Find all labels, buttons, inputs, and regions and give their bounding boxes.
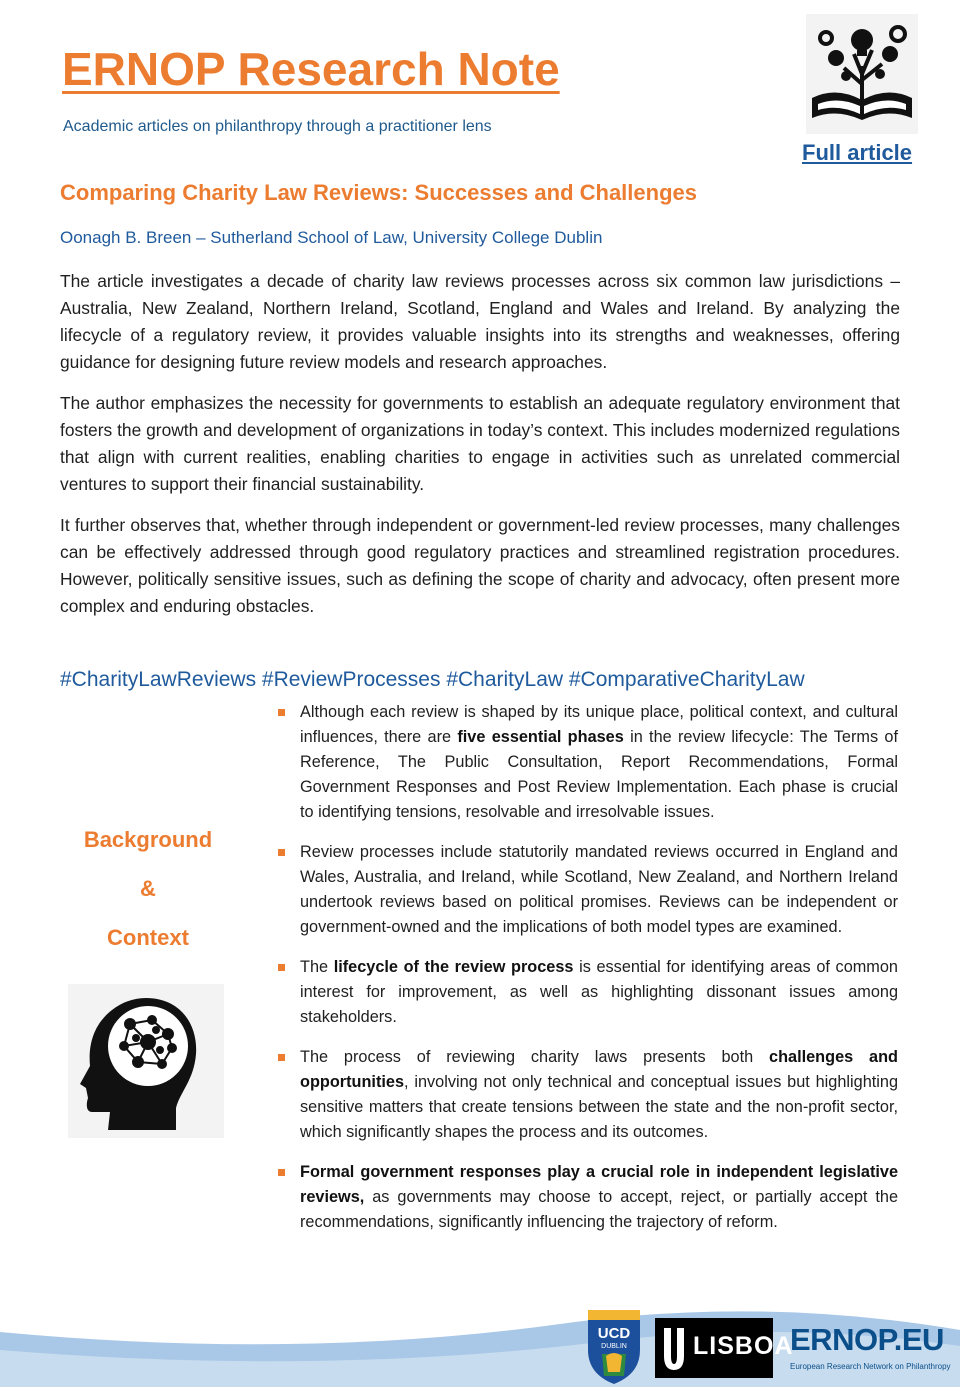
list-item: The process of reviewing charity laws presents both challenges and opportunities, involving not only technical and conceptual issues but highlighting sensitive matters that create tensions between the state and the non-profit sector, which significantly shapes the process and its outcomes. xyxy=(278,1045,898,1145)
ernop-logo xyxy=(786,1322,954,1380)
lisboa-logo xyxy=(655,1318,794,1378)
section-heading-line: & xyxy=(140,876,156,901)
bullet-square-icon xyxy=(278,849,285,856)
article-summary xyxy=(60,268,900,634)
bullet-square-icon xyxy=(278,709,285,716)
summary-paragraph: It further observes that, whether through independent or government-led review processes, many challenges can be effectively addressed through good regulatory practices and streamlined registration procedures. However, politically sensitive issues, such as defining the scope of charity and advocacy, often present more complex and enduring obstacles. xyxy=(60,515,900,616)
section-heading-line: Context xyxy=(107,925,189,950)
ucd-logo xyxy=(584,1306,644,1386)
article-title: Comparing Charity Law Reviews: Successes and Challenges xyxy=(60,180,697,205)
summary-paragraph: The article investigates a decade of charity law reviews processes across six common law jurisdictions – Australia, New Zealand, Northern Ireland, Scotland, England and Wales and Ireland. By analyzing the lifecycle of a regulatory review, it provides valuable insights into its strengths and weaknesses, offering guidance for designing future review models and research approaches. xyxy=(60,271,900,372)
bullet-square-icon xyxy=(278,1169,285,1176)
full-article-link[interactable]: Full article xyxy=(802,140,913,165)
book-lightbulb-gears-icon xyxy=(806,14,918,134)
head-network-icon xyxy=(68,984,224,1138)
ucd-dublin-text: DUBLIN xyxy=(601,1343,627,1350)
ernop-text: ERNOP.EU xyxy=(790,1322,944,1357)
lisboa-text: LISBOA xyxy=(693,1332,794,1360)
section-heading-line: Background xyxy=(83,827,213,852)
list-item: Formal government responses play a crucial role in independent legislative reviews, as governments may choose to accept, reject, or partially accept the recommendations, significantly influencing the trajectory of reform. xyxy=(278,1160,898,1235)
list-item: Review processes include statutorily mandated reviews occurred in England and Wales, Australia, and Ireland, while Scotland, New Zealand, and Northern Ireland undertook reviews based on political promises. Reviews can be independent or government-owned and the implications of both model types are examined. xyxy=(278,840,898,940)
list-item: Although each review is shaped by its unique place, political context, and cultural influences, there are five essential phases in the review lifecycle: The Terms of Reference, The Public Consultation, Report Recommendations, Formal Government Responses and Post Review Implementation. Each phase is crucial to identifying tensions, resolvable and irresolvable issues. xyxy=(278,700,898,825)
article-author: Oonagh B. Breen – Sutherland School of Law, University College Dublin xyxy=(60,228,603,247)
section-heading xyxy=(60,820,236,967)
bullet-square-icon xyxy=(278,1054,285,1061)
list-item: The lifecycle of the review process is essential for identifying areas of common interest for improvement, as well as highlighting dissonant issues among stakeholders. xyxy=(278,955,898,1030)
key-findings-list xyxy=(278,700,898,1250)
lisboa-u-icon xyxy=(661,1324,687,1372)
summary-paragraph: The author emphasizes the necessity for governments to establish an adequate regulatory environment that fosters the growth and development of organizations in today’s context. This includes modernized regulations that align with current realities, enabling charities to engage in activities such as unrelated commercial ventures to support their financial sustainability. xyxy=(60,393,900,494)
page-title: ERNOP Research Note xyxy=(62,43,560,95)
bullet-square-icon xyxy=(278,964,285,971)
page-subtitle: Academic articles on philanthropy through a practitioner lens xyxy=(63,118,492,135)
ernop-subtitle: European Research Network on Philanthropy xyxy=(790,1362,951,1371)
hashtags: #CharityLawReviews #ReviewProcesses #CharityLaw #ComparativeCharityLaw xyxy=(60,668,805,691)
ucd-text: UCD xyxy=(597,1325,631,1342)
